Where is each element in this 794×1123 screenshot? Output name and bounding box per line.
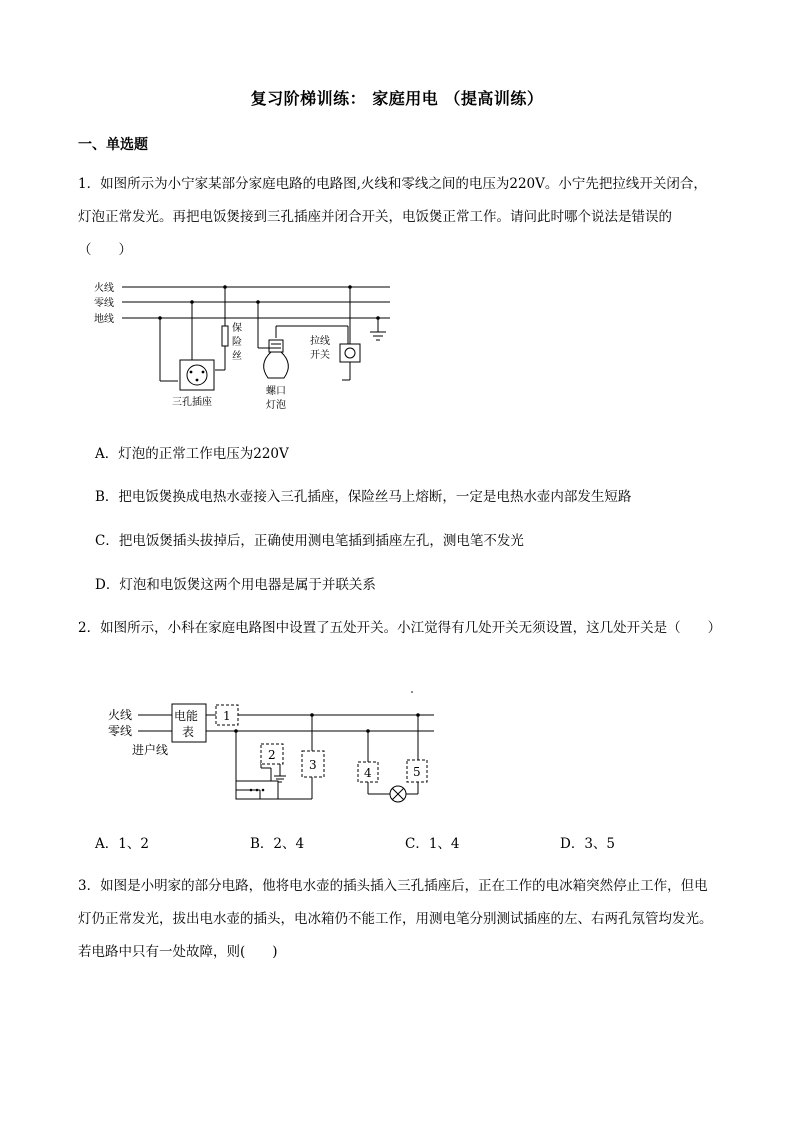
label-bulb-2: 灯泡 <box>266 400 286 411</box>
label-neutral-wire: 零线 <box>94 298 114 309</box>
q1-option-b: B．把电饭煲换成电热水壶接入三孔插座，保险丝马上熔断，一定是电热水壶内部发生短路 <box>95 489 632 505</box>
label-fuse-3: 丝 <box>232 351 242 362</box>
q1-option-d: D．灯泡和电饭煲这两个用电器是属于并联关系 <box>95 577 376 593</box>
label-switch-2: 开关 <box>310 350 330 361</box>
q2-option-c: C．1、4 <box>405 836 460 852</box>
question-3-stem: 3．如图是小明家的部分电路，他将电水壶的插头插入三孔插座后，正在工作的电冰箱突然停止工作，但电灯仍正常发光，拔出电水壶的插头，电冰箱仍不能工作，用测电笔分别测试插座的左、右两孔氖管均发光。若电路中只有一处故障，则( ) <box>78 878 713 960</box>
switch-4-label: 4 <box>364 766 372 780</box>
q2-option-a: A．1、2 <box>95 836 149 852</box>
label-live-wire: 火线 <box>94 283 114 294</box>
q1-option-a: A．灯泡的正常工作电压为220V <box>95 446 289 462</box>
label-neutral-wire-2: 零线 <box>108 724 133 738</box>
label-live-wire-2: 火线 <box>108 708 133 722</box>
label-meter-2: 表 <box>182 725 195 739</box>
label-fuse-1: 保 <box>232 323 242 334</box>
switch-1-label: 1 <box>223 709 231 723</box>
label-fuse-2: 险 <box>232 337 242 348</box>
q1-option-c: C．把电饭煲插头拔掉后，正确使用测电笔插到插座左孔，测电笔不发光 <box>95 533 524 549</box>
label-entry-line: 进户线 <box>132 743 169 757</box>
page-title: 复习阶梯训练： 家庭用电 （提高训练） <box>250 89 544 108</box>
label-bulb-1: 螺口 <box>266 386 286 397</box>
switch-5-label: 5 <box>413 765 421 779</box>
switch-3-label: 3 <box>309 758 317 772</box>
question-1-circuit-figure <box>88 278 408 418</box>
label-meter-1: 电能 <box>174 709 199 723</box>
label-ground-wire: 地线 <box>94 314 114 325</box>
q2-option-b: B．2、4 <box>250 836 305 852</box>
q2-options <box>95 832 715 852</box>
question-2-circuit-figure <box>104 688 444 808</box>
question-1-stem: 1．如图所示为小宁家某部分家庭电路的电路图,火线和零线之间的电压为220V。小宁先把拉线开关闭合，灯泡正常发光。再把电饭煲接到三孔插座并闭合开关，电饭煲正常工作。请问此时哪个说法是错误的（ ） <box>78 176 707 258</box>
label-socket: 三孔插座 <box>172 397 212 408</box>
label-switch-1: 拉线 <box>310 336 330 347</box>
section-heading: 一、单选题 <box>78 137 148 153</box>
switch-2-label: 2 <box>268 748 276 762</box>
question-2-stem: 2．如图所示，小科在家庭电路图中设置了五处开关。小江觉得有几处开关无须设置，这几处开关是（ ） <box>78 620 722 636</box>
q2-option-d: D．3、5 <box>560 836 616 852</box>
